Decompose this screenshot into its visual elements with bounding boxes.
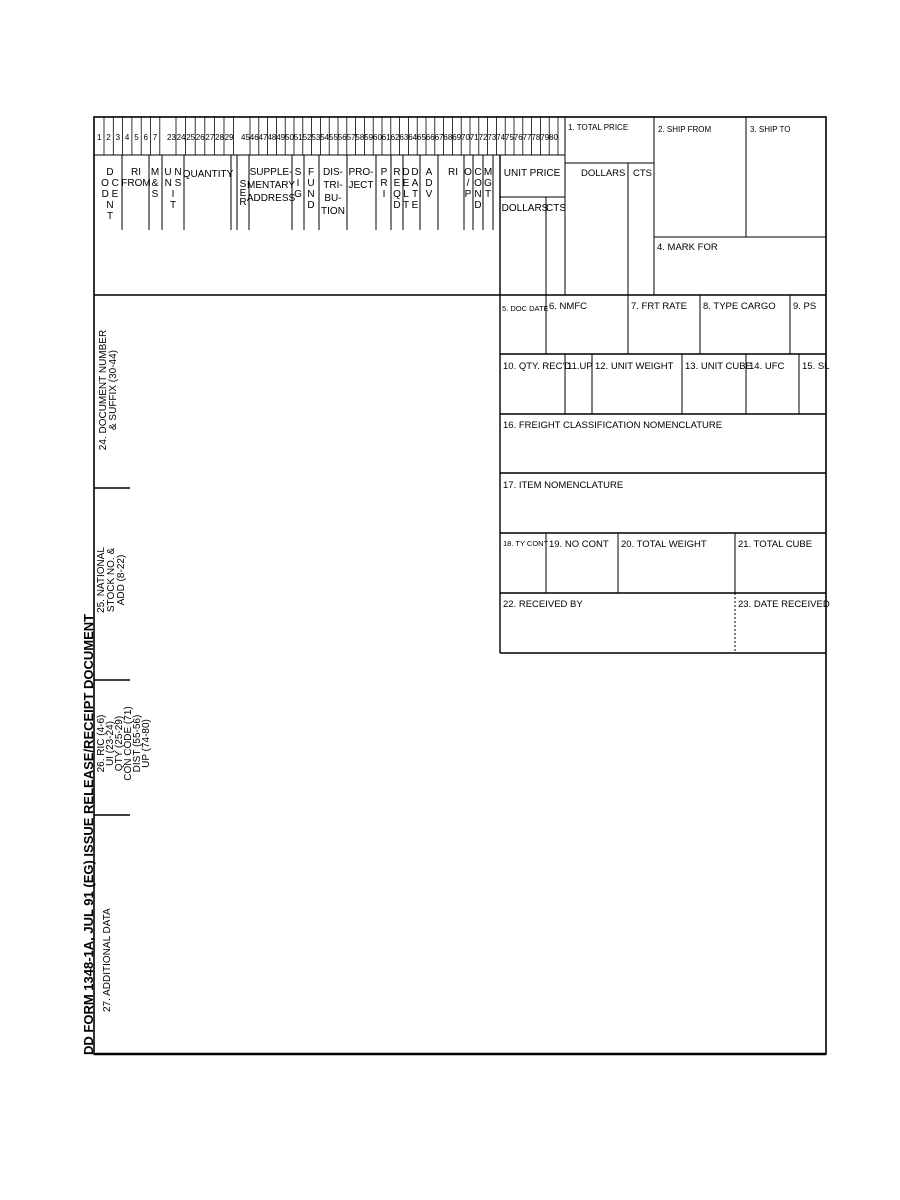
side-b26-line: DIST (55-56) bbox=[132, 714, 143, 773]
header-mgt-line: T bbox=[484, 189, 492, 200]
card-column-number: 49 bbox=[276, 133, 286, 142]
header-fund-line: D bbox=[307, 200, 315, 211]
side-b25-line: ADD (8-22) bbox=[116, 554, 127, 606]
header-cond-line: O bbox=[474, 178, 482, 189]
block-5-label: 5. DOC DATE bbox=[502, 304, 549, 313]
header-dollars-line: DOLLARS bbox=[501, 203, 549, 214]
header-ser-line: R bbox=[239, 197, 247, 208]
card-column-number: 78 bbox=[531, 133, 541, 142]
card-column-number: 26 bbox=[195, 133, 205, 142]
header-sig-line: G bbox=[294, 189, 302, 200]
header-mgt bbox=[484, 167, 492, 200]
block-13-label: 13. UNIT CUBE bbox=[685, 361, 752, 372]
card-column-number: 54 bbox=[320, 133, 330, 142]
header-quantity-line: QUANTITY bbox=[182, 169, 234, 180]
header-op-line: P bbox=[464, 189, 472, 200]
header-unit-line: N S bbox=[164, 178, 182, 189]
card-column-number: 2 bbox=[106, 133, 111, 142]
block-3-label: 3. SHIP TO bbox=[750, 125, 791, 134]
side-b26-line: UP (74-80) bbox=[141, 719, 152, 768]
header-doc-ident-line: O C bbox=[101, 178, 119, 189]
header-cond bbox=[474, 167, 482, 211]
header-mgt-line: G bbox=[484, 178, 492, 189]
header-date-line: E bbox=[411, 200, 419, 211]
block-1-label: 1. TOTAL PRICE bbox=[568, 123, 629, 132]
side-labels bbox=[96, 330, 152, 1012]
block-17-label: 17. ITEM NOMENCLATURE bbox=[503, 480, 624, 491]
header-sig bbox=[294, 167, 302, 200]
card-column-number: 70 bbox=[461, 133, 470, 142]
header-reqd bbox=[393, 167, 401, 211]
form-title: DD FORM 1348-1A, JUL 91 (EG) ISSUE RELEASE/RECEIPT DOCUMENT bbox=[81, 613, 96, 1055]
header-date bbox=[411, 167, 418, 211]
block-22-label: 22. RECEIVED BY bbox=[503, 599, 583, 610]
block-11-label: 11.UP bbox=[567, 361, 593, 372]
header-delt-line: T bbox=[402, 200, 410, 211]
header-cond-line: N bbox=[474, 189, 482, 200]
header-reqd-line: E bbox=[393, 178, 401, 189]
block-2-label: 2. SHIP FROM bbox=[658, 125, 712, 134]
block-15-label: 15. SL bbox=[802, 361, 830, 372]
header-delt-line: E bbox=[402, 178, 410, 189]
card-column-number: 28 bbox=[215, 133, 224, 142]
side-b25-line: 25. NATIONAL bbox=[96, 547, 107, 613]
card-column-number: 77 bbox=[522, 133, 532, 142]
side-b24-line: 24. DOCUMENT NUMBER bbox=[98, 329, 109, 451]
header-project-line: PRO- bbox=[348, 167, 374, 178]
header-ms bbox=[151, 167, 159, 200]
card-column-number: 58 bbox=[355, 133, 365, 142]
header-ms-line: S bbox=[151, 189, 159, 200]
header-fund-line: F bbox=[307, 167, 315, 178]
header-date-line: T bbox=[411, 189, 419, 200]
card-column-number: 65 bbox=[417, 133, 426, 142]
card-column-number: 47 bbox=[258, 133, 268, 142]
header-doc-ident-line: T bbox=[106, 211, 114, 222]
side-b26 bbox=[96, 706, 152, 780]
form-title-vertical bbox=[81, 614, 96, 1055]
side-b26-line: QTY (25-29) bbox=[114, 715, 125, 772]
card-column-number: 7 bbox=[152, 133, 158, 142]
header-supp-addr-line: ADDRESS bbox=[246, 193, 296, 204]
card-column-number: 79 bbox=[540, 133, 550, 142]
header-date-line: D bbox=[411, 167, 419, 178]
header-reqd-line: R bbox=[393, 167, 401, 178]
card-column-number: 52 bbox=[302, 133, 312, 142]
card-column-number: 62 bbox=[390, 133, 400, 142]
card-column-number: 56 bbox=[337, 133, 347, 142]
header-labels bbox=[101, 167, 566, 222]
side-b25-line: STOCK NO. & bbox=[106, 547, 117, 613]
card-column-number: 45 bbox=[241, 133, 250, 142]
header-unit-price bbox=[504, 168, 561, 179]
header-ri2 bbox=[448, 167, 458, 178]
block-18-label: 18. TY CONT bbox=[503, 539, 549, 548]
header-unit bbox=[164, 167, 181, 211]
card-column-number: 68 bbox=[443, 133, 453, 142]
header-sig-line: S bbox=[294, 167, 302, 178]
card-column-number: 69 bbox=[452, 133, 462, 142]
header-ser-line: S bbox=[239, 179, 247, 190]
header-op-line: / bbox=[466, 178, 470, 189]
header-cond-line: D bbox=[474, 200, 482, 211]
block-1-dollars-label: DOLLARS bbox=[581, 168, 626, 179]
card-column-number: 71 bbox=[469, 133, 479, 142]
header-pri-line: P bbox=[380, 167, 388, 178]
card-column-number: 25 bbox=[186, 133, 196, 142]
card-column-number: 61 bbox=[381, 133, 391, 142]
header-ms-line: & bbox=[151, 178, 159, 189]
card-column-number: 1 bbox=[97, 133, 102, 142]
side-b27-line: 27. ADDITIONAL DATA bbox=[102, 908, 113, 1012]
card-column-number: 75 bbox=[505, 133, 514, 142]
header-adv-line: D bbox=[425, 178, 433, 189]
header-delt-line: D bbox=[402, 167, 410, 178]
header-doc-ident bbox=[101, 167, 119, 222]
header-distribution-line: BU- bbox=[324, 193, 342, 204]
block-23-label: 23. DATE RECEIVED bbox=[738, 599, 830, 610]
block-7-label: 7. FRT RATE bbox=[631, 301, 687, 312]
header-unit-price-line: UNIT PRICE bbox=[503, 168, 561, 179]
header-dollars bbox=[502, 203, 549, 214]
block-labels bbox=[502, 123, 830, 610]
side-b27 bbox=[102, 908, 113, 1012]
block-14-label: 14. UFC bbox=[749, 361, 785, 372]
card-column-number: 57 bbox=[346, 133, 356, 142]
block-21-label: 21. TOTAL CUBE bbox=[738, 539, 813, 550]
block-8-label: 8. TYPE CARGO bbox=[703, 301, 776, 312]
card-column-number: 5 bbox=[134, 133, 139, 142]
block-4-label: 4. MARK FOR bbox=[657, 242, 718, 253]
header-pri-line: R bbox=[380, 178, 388, 189]
header-pri-line: I bbox=[382, 189, 386, 200]
header-cond-line: C bbox=[474, 167, 482, 178]
header-fund bbox=[307, 167, 314, 211]
header-supp-addr-line: SUPPLE- bbox=[249, 167, 293, 178]
header-distribution-line: DIS- bbox=[323, 167, 343, 178]
header-adv bbox=[425, 167, 432, 200]
header-date-line: A bbox=[411, 178, 419, 189]
header-ser bbox=[239, 179, 246, 208]
header-fund-line: N bbox=[307, 189, 315, 200]
card-column-number: 74 bbox=[496, 133, 506, 142]
form-lines bbox=[94, 117, 826, 1054]
card-column-number: 46 bbox=[249, 133, 259, 142]
card-column-number: 48 bbox=[267, 133, 277, 142]
card-column-number: 27 bbox=[205, 133, 215, 142]
block-6-label: 6. NMFC bbox=[549, 301, 587, 312]
header-adv-line: A bbox=[425, 167, 433, 178]
header-op bbox=[464, 167, 472, 200]
card-column-number: 63 bbox=[399, 133, 409, 142]
block-20-label: 20. TOTAL WEIGHT bbox=[621, 539, 707, 550]
header-fund-line: U bbox=[307, 178, 315, 189]
card-column-number: 64 bbox=[408, 133, 418, 142]
header-unit-line: U N bbox=[164, 167, 182, 178]
side-b26-line: CON CODE (71) bbox=[123, 706, 134, 781]
header-reqd-line: D bbox=[393, 200, 401, 211]
block-16-label: 16. FREIGHT CLASSIFICATION NOMENCLATURE bbox=[503, 420, 723, 431]
card-column-number: 4 bbox=[124, 133, 130, 142]
card-column-numbers bbox=[97, 133, 558, 142]
card-column-number: 73 bbox=[487, 133, 497, 142]
header-doc-ident-line: D bbox=[106, 167, 114, 178]
header-distribution bbox=[321, 167, 345, 217]
block-1-cts-label: CTS bbox=[633, 168, 652, 179]
header-project bbox=[349, 167, 374, 191]
block-9-label: 9. PS bbox=[793, 301, 817, 312]
card-column-number: 24 bbox=[176, 133, 186, 142]
card-column-number: 67 bbox=[434, 133, 444, 142]
header-adv-line: V bbox=[425, 189, 433, 200]
header-distribution-line: TION bbox=[321, 206, 345, 217]
header-distribution-line: TRI- bbox=[323, 180, 343, 191]
side-b24-line: & SUFFIX (30-44) bbox=[108, 349, 119, 431]
card-column-number: 23 bbox=[167, 133, 176, 142]
card-column-number: 6 bbox=[143, 133, 148, 142]
header-supp-addr-line: MENTARY bbox=[247, 180, 295, 191]
card-column-number: 76 bbox=[513, 133, 523, 142]
header-mgt-line: M bbox=[483, 167, 493, 178]
header-ri-from-line: FROM bbox=[121, 178, 151, 189]
card-column-number: 59 bbox=[364, 133, 374, 142]
header-delt-line: L bbox=[403, 189, 409, 200]
card-column-number: 51 bbox=[293, 133, 303, 142]
card-column-number: 53 bbox=[311, 133, 321, 142]
header-doc-ident-line: D E bbox=[101, 189, 119, 200]
side-b26-line: UI (23-24) bbox=[105, 720, 116, 767]
card-column-number: 60 bbox=[373, 133, 382, 142]
header-supp-addr bbox=[247, 167, 296, 204]
header-op-line: O bbox=[464, 167, 472, 178]
header-project-line: JECT bbox=[348, 180, 374, 191]
card-column-number: 55 bbox=[329, 133, 338, 142]
header-cts bbox=[546, 203, 566, 214]
block-19-label: 19. NO CONT bbox=[549, 539, 609, 550]
header-ri-from-line: RI bbox=[131, 167, 141, 178]
header-unit-line: I bbox=[171, 189, 175, 200]
header-doc-ident-line: N bbox=[106, 200, 114, 211]
header-ms-line: M bbox=[150, 167, 160, 178]
header-pri bbox=[380, 167, 387, 200]
card-column-number: 80 bbox=[549, 133, 558, 142]
card-column-number: 72 bbox=[478, 133, 488, 142]
block-12-label: 12. UNIT WEIGHT bbox=[595, 361, 674, 372]
header-ri2-line: RI bbox=[448, 167, 458, 178]
header-unit-line: T bbox=[169, 200, 177, 211]
card-column-number: 3 bbox=[115, 133, 121, 142]
header-reqd-line: Q bbox=[393, 189, 401, 200]
header-quantity bbox=[183, 169, 234, 180]
header-sig-line: I bbox=[296, 178, 300, 189]
header-cts-line: CTS bbox=[546, 203, 566, 214]
block-10-label: 10. QTY. REC'D bbox=[503, 361, 572, 372]
header-ri-from bbox=[121, 167, 150, 189]
header-ser-line: E bbox=[239, 188, 247, 199]
card-column-number: 66 bbox=[425, 133, 435, 142]
side-b24 bbox=[98, 330, 119, 450]
side-b26-line: 26. RIC (4-6) bbox=[96, 714, 107, 773]
header-delt bbox=[402, 167, 409, 211]
card-column-number: 50 bbox=[285, 133, 294, 142]
side-b25 bbox=[96, 547, 127, 613]
card-column-number: 29 bbox=[224, 133, 234, 142]
